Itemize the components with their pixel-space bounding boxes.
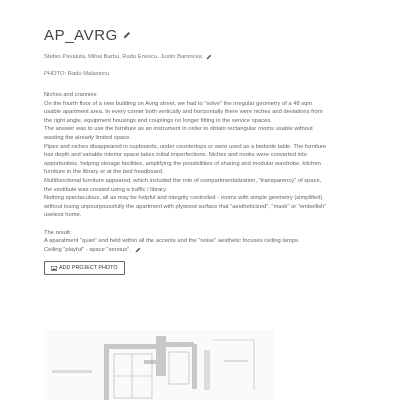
add-project-photo-button[interactable]	[44, 261, 125, 275]
desc-line: Niches and crannies	[44, 92, 97, 98]
image-icon	[51, 266, 57, 271]
title-row	[44, 26, 384, 44]
result-line: A aparatment "quiet" and held within all the accents and the "noise" aesthetic focuses ceiling lamps.	[44, 238, 300, 245]
desc-line: the vestibule was created using a traffic / library.	[44, 186, 168, 193]
authors-row	[44, 52, 384, 62]
desc-line: wasting the already limited space.	[44, 134, 131, 141]
last-line-row	[44, 246, 384, 255]
edit-title-pencil-icon[interactable]	[123, 31, 131, 39]
desc-line: without losing unpourpoussfully the apartment with plywood surface that "aestheticized", "mask" or "embellish"	[44, 203, 327, 210]
add-project-photo-label: ADD PROJECT PHOTO	[59, 265, 118, 272]
edit-description-pencil-icon[interactable]	[135, 247, 141, 253]
desc-line: has depth and variable interior space takes initial imperfections. Niches and nooks were converted into	[44, 152, 307, 159]
project-title: AP_AVRG	[44, 26, 118, 44]
desc-line: opportunities, helping storage facilities, amplifying the possibilities of sharing and modular wardrobe, kitchen	[44, 160, 321, 167]
desc-line: Pipes and niches disappeared in cupboards, under countertops or were used as a bedside table. The furniture	[44, 143, 327, 150]
project-description	[44, 91, 384, 254]
project-authors: Stefan Pavaluta, Mihai Barbu, Radu Enescu, Justin Baroncea	[44, 54, 202, 60]
result-last-line: Ceiling "playful" - space "serious".	[44, 246, 131, 253]
desc-line: furniture in the library or at the bed headboard.	[44, 169, 164, 176]
desc-line: The answer was to use the furniture as an instrument in order to obtain rectangular rooms usable without	[44, 126, 313, 133]
floor-plan-image	[44, 330, 274, 400]
desc-line: the right angle, equipment housings and couplings no longer fitting in the service spaces.	[44, 117, 272, 124]
project-page	[44, 26, 384, 276]
photo-credit: PHOTO: Radu Malasincu	[44, 71, 110, 77]
desc-line: Nothing spectaculous, all as may be helpful and integrity controlled - rooms with simple geometry (simplified)	[44, 195, 323, 202]
paragraph-gap	[44, 220, 384, 229]
desc-line: useless home.	[44, 212, 82, 219]
desc-line: usable apartment area. In every corner both vertically and horizontally there were niches and deviations from	[44, 109, 323, 116]
desc-line: Multifunctional furniture appeared, which included the role of compartmentalization, "transparency" of space,	[44, 177, 322, 184]
edit-authors-pencil-icon[interactable]	[206, 54, 212, 60]
desc-line: On the fourth floor of a new building on Avrig street, we had to "solve" the irregular geometry of a 48 sqm	[44, 100, 313, 107]
result-heading: The result:	[44, 229, 72, 236]
